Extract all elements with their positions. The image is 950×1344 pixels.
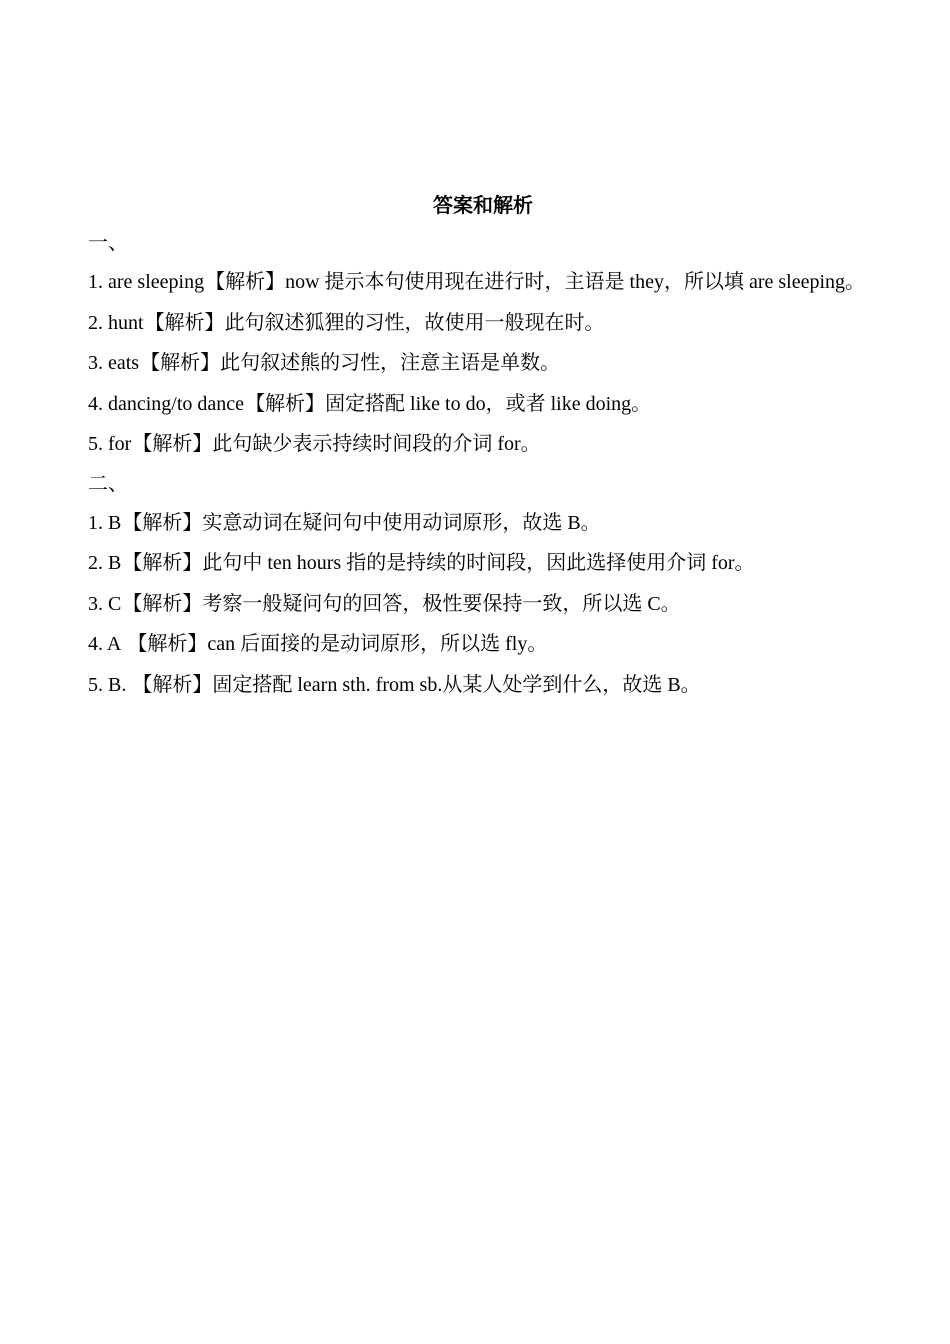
item-number: 5. [88,433,103,455]
section2-item-2 [88,543,878,584]
item-answer: A [106,633,122,655]
item-explanation: 此句叙述熊的习性，注意主语是单数。 [220,352,561,374]
item-explanation: 此句中 ten hours 指的是持续的时间段，因此选择使用介词 for。 [202,552,755,574]
item-number: 1. [88,511,103,534]
item-explanation: can 后面接的是动词原形，所以选 fly。 [207,633,548,655]
section1-item-5 [88,424,878,465]
item-answer: are sleeping [108,271,205,293]
item-number: 3. [88,592,103,615]
analysis-tag: 【解析】 [245,392,326,415]
section1-item-3 [88,343,878,384]
analysis-tag: 【解析】 [140,352,221,374]
item-explanation: now 提示本句使用现在进行时，主语是 they，所以填 are sleeping。 [285,271,866,293]
section2-item-4 [88,624,878,665]
item-number: 5. [88,673,103,696]
document-title: 答案和解析 [433,195,533,217]
analysis-tag: 【解析】 [122,592,203,615]
section2-item-5 [88,665,878,706]
item-answer: eats [108,352,140,374]
analysis-tag: 【解析】 [132,673,213,696]
item-answer: B [108,511,122,534]
answer-document [88,190,878,705]
item-answer: for [108,433,132,455]
item-answer: C [108,592,122,615]
item-explanation: 考察一般疑问句的回答，极性要保持一致，所以选 C。 [202,592,681,615]
analysis-tag: 【解析】 [205,271,286,293]
item-explanation: 实意动词在疑问句中使用动词原形，故选 B。 [202,511,601,534]
section2-item-1 [88,503,878,544]
item-number: 3. [88,352,103,374]
section-heading-2: 二、 [88,472,128,495]
section2-item-3 [88,584,878,625]
section-heading-1: 一、 [88,232,128,254]
item-explanation: 固定搭配 like to do，或者 like doing。 [325,392,652,415]
item-explanation: 此句叙述狐狸的习性，故使用一般现在时。 [224,311,605,334]
section1-item-2 [88,303,878,344]
item-number: 2. [88,311,103,334]
analysis-tag: 【解析】 [122,511,203,534]
item-number: 1. [88,271,103,293]
item-answer: B. [108,673,127,696]
item-answer: dancing/to dance [108,392,245,415]
item-number: 4. [88,392,103,415]
section1-item-4 [88,384,878,425]
analysis-tag: 【解析】 [132,433,213,455]
analysis-tag: 【解析】 [144,311,225,334]
item-explanation: 此句缺少表示持续时间段的介词 for。 [212,433,541,455]
item-answer: hunt [108,311,144,334]
analysis-tag: 【解析】 [127,633,208,655]
section1-item-1 [88,262,878,303]
analysis-tag: 【解析】 [122,552,203,574]
item-number: 2. [88,552,103,574]
item-explanation: 固定搭配 learn sth. from sb.从某人处学到什么，故选 B。 [212,673,701,696]
item-answer: B [108,552,122,574]
item-number: 4. [88,633,103,655]
